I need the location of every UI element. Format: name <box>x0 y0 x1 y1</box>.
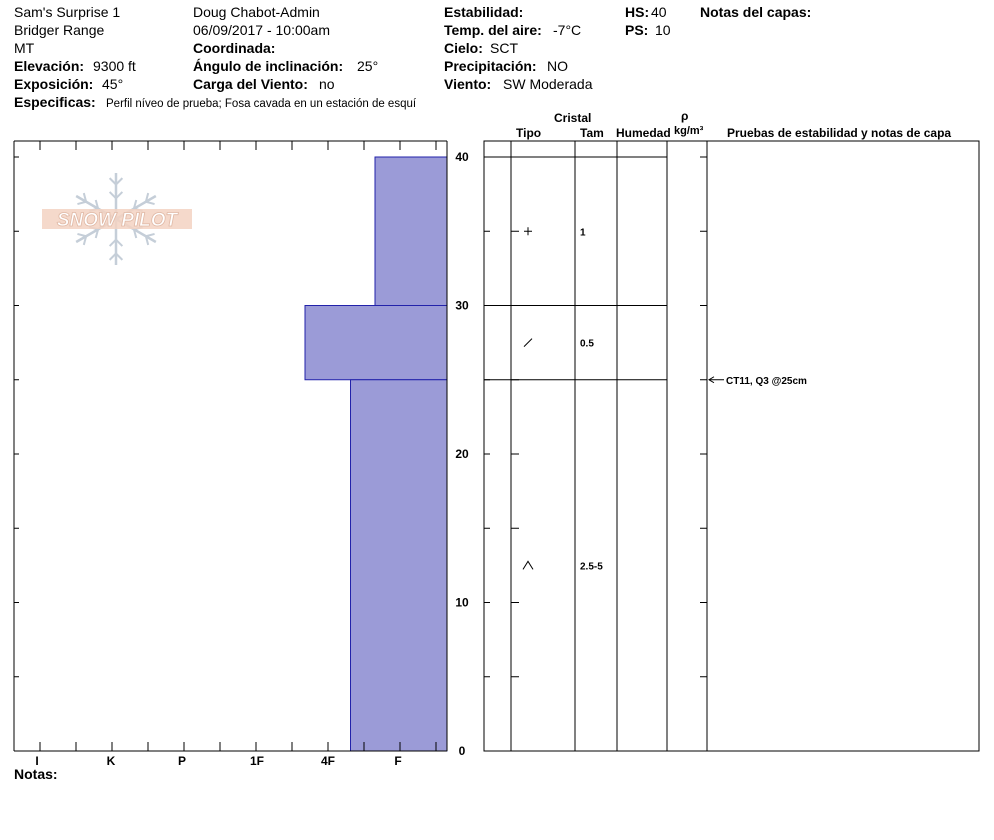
col-crystal: Cristal <box>554 111 592 125</box>
hardness-label-k: K <box>106 754 116 768</box>
ps-value: 10 <box>655 22 671 38</box>
coord-label: Coordinada: <box>193 40 276 56</box>
hardness-label-p: P <box>177 754 187 768</box>
range-name: Bridger Range <box>14 22 105 38</box>
datetime: 06/09/2017 - 10:00am <box>193 22 330 38</box>
crystal-type-symbol-1 <box>524 227 532 235</box>
layer-table-frame <box>484 141 979 751</box>
air-temp-label: Temp. del aire: <box>444 22 542 38</box>
aspect-label: Exposición: <box>14 76 94 92</box>
notes-label: Notas: <box>14 766 58 782</box>
snow-pilot-logo <box>42 173 192 265</box>
wind-value: SW Moderada <box>503 76 593 92</box>
crystal-type-symbol-3 <box>523 561 533 569</box>
ps-label: PS: <box>625 22 649 38</box>
height-label-0: 0 <box>458 744 466 758</box>
hs-value: 40 <box>651 4 667 20</box>
slash-icon <box>524 339 532 347</box>
col-density-unit: kg/m³ <box>674 125 704 137</box>
incline-label: Ángulo de inclinación: <box>193 58 344 74</box>
stability-label: Estabilidad: <box>444 4 524 20</box>
snowflake-branch <box>77 234 86 236</box>
hs-label: HS: <box>625 4 650 20</box>
snowflake-branch <box>77 202 86 204</box>
height-label-30: 30 <box>455 298 469 313</box>
sky-value: SCT <box>490 40 518 56</box>
precip-label: Precipitación: <box>444 58 537 74</box>
caret-icon <box>523 561 533 569</box>
incline-value: 25° <box>357 58 379 74</box>
crystal-size-1: 1 <box>580 227 586 239</box>
col-type: Tipo <box>516 126 542 140</box>
crystal-size-2: 0.5 <box>580 338 594 350</box>
hardness-bar-2 <box>305 306 447 380</box>
air-temp-value: -7°C <box>553 22 582 38</box>
hardness-label-4f: 4F <box>320 754 336 768</box>
pit-name: Sam's Surprise 1 <box>14 4 121 20</box>
hardness-label-f: F <box>394 754 402 768</box>
crystal-size-3: 2.5-5 <box>580 561 603 573</box>
wind-load-label: Carga del Viento: <box>193 76 308 92</box>
snowflake-branch <box>146 202 155 204</box>
snowflake-branch <box>146 234 155 236</box>
hardness-label-i: I <box>35 754 39 768</box>
height-label-10: 10 <box>455 595 469 610</box>
logo-text: SNOW PILOT <box>56 210 178 231</box>
hardness-bar-1 <box>375 157 447 306</box>
hardness-label-1f: 1F <box>249 754 265 768</box>
hardness-bar-3 <box>351 380 448 751</box>
wind-label: Viento: <box>444 76 492 92</box>
wind-load-value: no <box>319 76 335 92</box>
sky-label: Cielo: <box>444 40 483 56</box>
crystal-type-symbol-2 <box>524 339 532 347</box>
height-label-40: 40 <box>455 150 469 164</box>
observer: Doug Chabot-Admin <box>193 4 320 20</box>
stability-test-1: CT11, Q3 @25cm <box>726 375 807 387</box>
col-tests: Pruebas de estabilidad y notas de capa <box>727 126 952 140</box>
layer-notes-label: Notas del capas: <box>700 4 812 20</box>
col-size: Tam <box>580 126 604 140</box>
elevation-label: Elevación: <box>14 58 85 74</box>
specifics-value: Perfil níveo de prueba; Fosa cavada en un estación de esquí <box>106 98 417 110</box>
height-label-20: 20 <box>455 447 469 461</box>
precip-value: NO <box>547 58 568 74</box>
col-rho: ρ <box>681 109 689 123</box>
specifics-label: Especificas: <box>14 94 96 110</box>
col-moisture: Humedad <box>616 126 671 140</box>
state-name: MT <box>14 40 35 56</box>
elevation-value: 9300 ft <box>93 58 136 74</box>
aspect-value: 45° <box>102 76 124 92</box>
